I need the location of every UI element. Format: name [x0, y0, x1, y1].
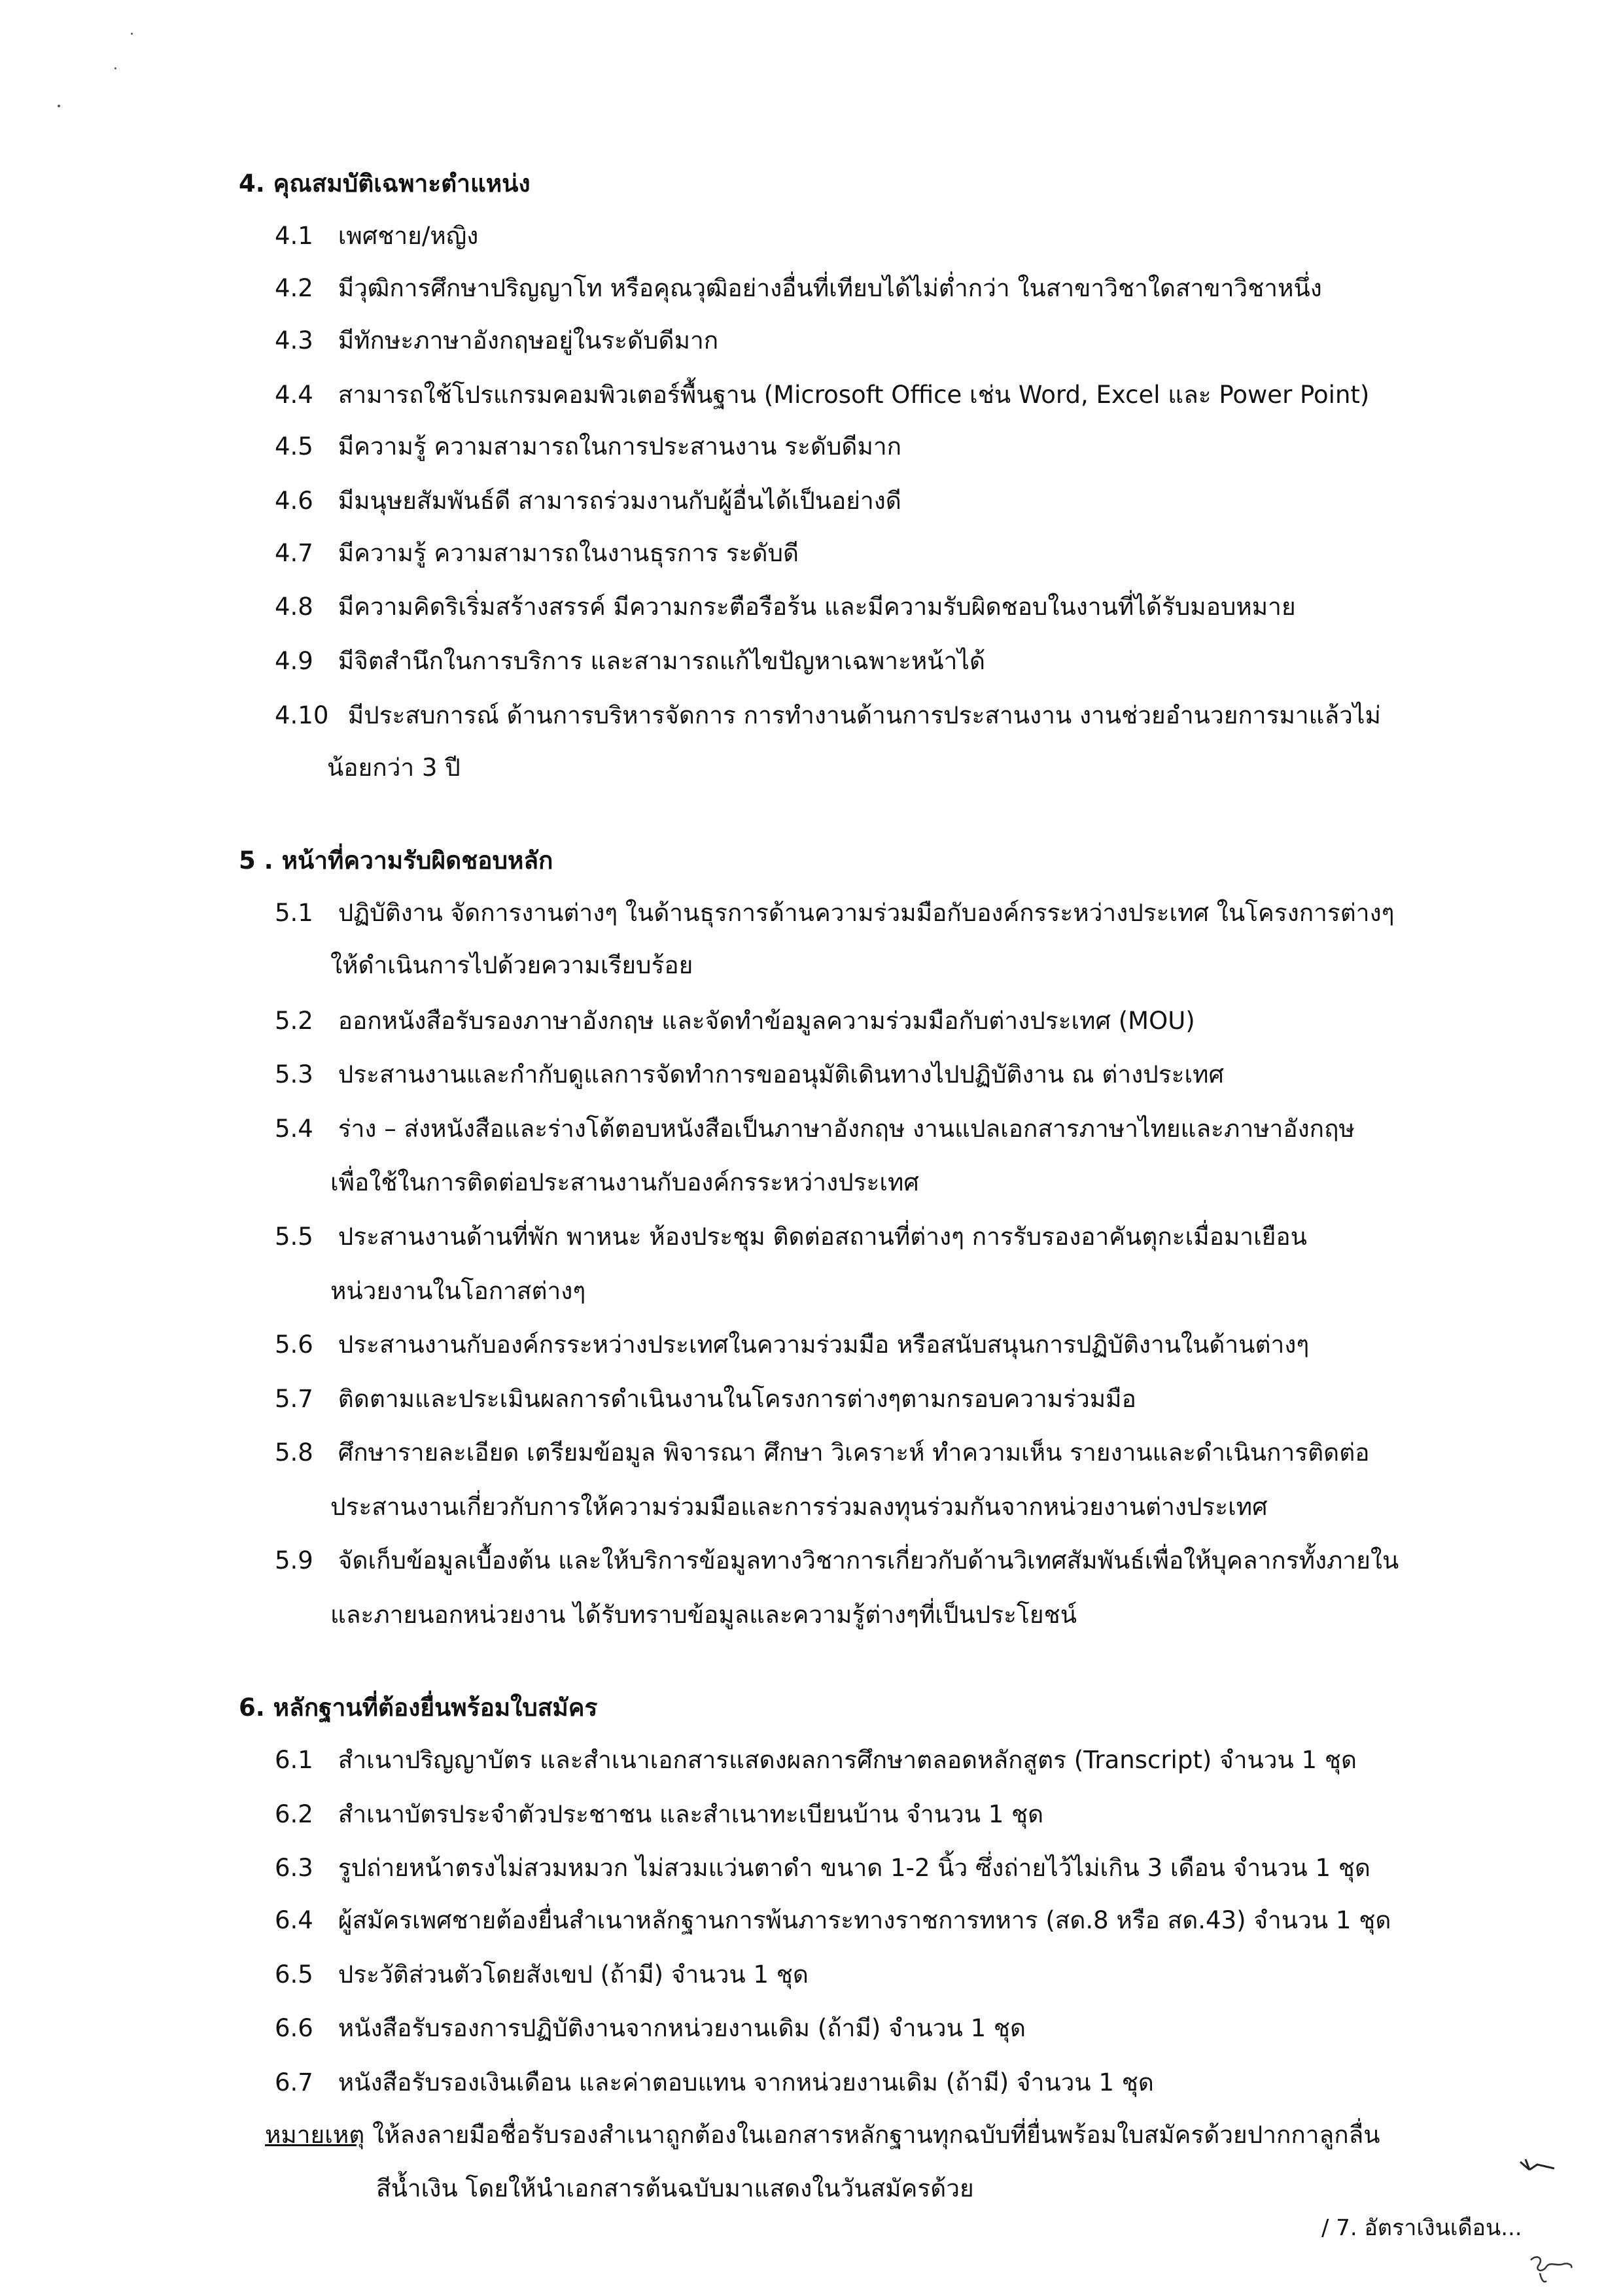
note-label: หมายเหตุ	[265, 2121, 365, 2149]
item-number: 6.1	[275, 1746, 313, 1774]
item-text: ร่าง – ส่งหนังสือและร่างโต้ตอบหนังสือเป็นภาษาอังกฤษ งานแปลเอกสารภาษาไทยและภาษาอังกฤษ	[338, 1115, 1355, 1143]
item-number: 4.10	[275, 701, 329, 729]
note	[265, 2118, 1380, 2152]
item-4-1	[275, 219, 478, 253]
scan-speck	[114, 67, 116, 69]
item-6-2	[275, 1798, 1043, 1832]
item-text: สำเนาปริญญาบัตร และสำเนาเอกสารแสดงผลการศึกษาตลอดหลักสูตร (Transcript) จำนวน 1 ชุด	[338, 1746, 1357, 1774]
item-number: 5.3	[275, 1060, 313, 1088]
item-number: 6.3	[275, 1854, 313, 1882]
item-5-5-cont: หน่วยงานในโอกาสต่างๆ	[330, 1277, 586, 1305]
item-4-8	[275, 590, 1296, 624]
item-5-4	[275, 1112, 1355, 1146]
item-number: 6.2	[275, 1800, 313, 1828]
item-4-7	[275, 536, 799, 570]
item-text: มีความรู้ ความสามารถในงานธุรการ ระดับดี	[338, 539, 799, 567]
item-5-8	[275, 1436, 1369, 1470]
item-4-5	[275, 430, 901, 464]
item-number: 4.5	[275, 432, 313, 461]
item-5-9-cont: และภายนอกหน่วยงาน ได้รับทราบข้อมูลและความรู้ต่างๆที่เป็นประโยชน์	[330, 1601, 1077, 1629]
handwritten-initial-icon	[1518, 2155, 1557, 2175]
item-5-7	[275, 1382, 1136, 1416]
item-number: 5.9	[275, 1546, 313, 1574]
item-number: 6.4	[275, 1906, 313, 1934]
item-number: 4.2	[275, 274, 313, 302]
item-4-4	[275, 378, 1369, 412]
item-number: 4.4	[275, 381, 313, 409]
item-text: ศึกษารายละเอียด เตรียมข้อมูล พิจารณา ศึกษา วิเคราะห์ ทำความเห็น รายงานและดำเนินการติดต่อ	[338, 1438, 1370, 1467]
item-text: รูปถ่ายหน้าตรงไม่สวมหมวก ไม่สวมแว่นตาดำ ขนาด 1-2 นิ้ว ซึ่งถ่ายไว้ไม่เกิน 3 เดือน จำนวน 1 ชุด	[338, 1854, 1370, 1882]
handwritten-signature-icon	[1524, 2247, 1577, 2286]
item-4-6	[275, 484, 901, 518]
item-4-2	[275, 271, 1322, 305]
note-text: ให้ลงลายมือชื่อรับรองสำเนาถูกต้องในเอกสารหลักฐานทุกฉบับที่ยื่นพร้อมใบสมัครด้วยปากกาลูกลื่น	[372, 2121, 1380, 2149]
item-text: เพศชาย/หญิง	[338, 222, 479, 250]
item-text: ประสานงานกับองค์กรระหว่างประเทศในความร่วมมือ หรือสนับสนุนการปฏิบัติงานในด้านต่างๆ	[338, 1331, 1310, 1359]
item-6-3	[275, 1851, 1370, 1885]
item-text: มีมนุษยสัมพันธ์ดี สามารถร่วมงานกับผู้อื่นได้เป็นอย่างดี	[338, 487, 901, 515]
section-6-heading: 6. หลักฐานที่ต้องยื่นพร้อมใบสมัคร	[239, 1694, 598, 1722]
section-4-heading: 4. คุณสมบัติเฉพาะตำแหน่ง	[239, 169, 531, 198]
item-number: 5.1	[275, 899, 313, 927]
item-text: ประสานงานและกำกับดูแลการจัดทำการขออนุมัติเดินทางไปปฏิบัติงาน ณ ต่างประเทศ	[338, 1060, 1224, 1088]
section-5-heading: 5 . หน้าที่ความรับผิดชอบหลัก	[239, 846, 553, 875]
item-text: ออกหนังสือรับรองภาษาอังกฤษ และจัดทำข้อมูลความร่วมมือกับต่างประเทศ (MOU)	[338, 1007, 1195, 1035]
item-number: 5.5	[275, 1223, 313, 1251]
item-text: มีวุฒิการศึกษาปริญญาโท หรือคุณวุฒิอย่างอื่นที่เทียบได้ไม่ต่ำกว่า ในสาขาวิชาใดสาขาวิชาหนึ่ง	[338, 274, 1322, 302]
item-number: 6.7	[275, 2068, 313, 2096]
item-text: ติดตามและประเมินผลการดำเนินงานในโครงการต่างๆตามกรอบความร่วมมือ	[338, 1385, 1136, 1413]
item-5-1	[275, 896, 1395, 930]
item-5-1-cont: ให้ดำเนินการไปด้วยความเรียบร้อย	[330, 951, 693, 979]
scan-speck	[58, 105, 60, 107]
item-6-1	[275, 1743, 1357, 1777]
item-number: 4.1	[275, 222, 313, 250]
item-text: สามารถใช้โปรแกรมคอมพิวเตอร์พื้นฐาน (Microsoft Office เช่น Word, Excel และ Power Point)	[338, 381, 1370, 409]
item-4-9	[275, 644, 985, 678]
item-text: มีประสบการณ์ ด้านการบริหารจัดการ การทำงานด้านการประสานงาน งานช่วยอำนวยการมาแล้วไม่	[347, 701, 1381, 729]
scan-speck	[131, 33, 133, 35]
item-text: สำเนาบัตรประจำตัวประชาชน และสำเนาทะเบียนบ้าน จำนวน 1 ชุด	[338, 1800, 1044, 1828]
item-text: ประสานงานด้านที่พัก พาหนะ ห้องประชุม ติดต่อสถานที่ต่างๆ การรับรองอาคันตุกะเมื่อมาเยือน	[338, 1223, 1307, 1251]
item-text: มีทักษะภาษาอังกฤษอยู่ในระดับดีมาก	[338, 326, 719, 355]
item-number: 6.6	[275, 2014, 313, 2042]
next-page-marker: / 7. อัตราเงินเดือน...	[1321, 2215, 1522, 2241]
item-number: 5.8	[275, 1438, 313, 1467]
item-6-6	[275, 2011, 1026, 2045]
item-4-3	[275, 324, 718, 358]
item-text: ผู้สมัครเพศชายต้องยื่นสำเนาหลักฐานการพ้นภาระทางราชการทหาร (สด.8 หรือ สด.43) จำนวน 1 ชุด	[338, 1906, 1391, 1934]
item-text: มีจิตสำนึกในการบริการ และสามารถแก้ไขปัญหาเฉพาะหน้าได้	[338, 647, 986, 675]
item-5-6	[275, 1328, 1309, 1362]
item-6-7	[275, 2066, 1154, 2100]
item-5-2	[275, 1004, 1195, 1038]
item-text: ปฏิบัติงาน จัดการงานต่างๆ ในด้านธุรการด้านความร่วมมือกับองค์กรระหว่างประเทศ ในโครงการต่างๆ	[338, 899, 1395, 927]
item-5-4-cont: เพื่อใช้ในการติดต่อประสานงานกับองค์กรระหว่างประเทศ	[330, 1168, 919, 1196]
item-text: ประวัติส่วนตัวโดยสังเขป (ถ้ามี) จำนวน 1 ชุด	[338, 1960, 809, 1989]
item-4-10	[275, 699, 1381, 733]
item-number: 4.9	[275, 647, 313, 675]
item-5-8-cont: ประสานงานเกี่ยวกับการให้ความร่วมมือและการร่วมลงทุนร่วมกันจากหน่วยงานต่างประเทศ	[330, 1493, 1268, 1521]
item-5-9	[275, 1544, 1399, 1578]
item-number: 5.4	[275, 1115, 313, 1143]
item-number: 5.7	[275, 1385, 313, 1413]
note-cont: สีน้ำเงิน โดยให้นำเอกสารต้นฉบับมาแสดงในวันสมัครด้วย	[376, 2174, 974, 2202]
item-number: 4.3	[275, 326, 313, 355]
item-4-10-cont: น้อยกว่า 3 ปี	[327, 754, 461, 782]
item-number: 4.7	[275, 539, 313, 567]
item-6-5	[275, 1958, 809, 1992]
item-text: หนังสือรับรองการปฏิบัติงานจากหน่วยงานเดิม (ถ้ามี) จำนวน 1 ชุด	[338, 2014, 1026, 2042]
item-text: มีความคิดริเริ่มสร้างสรรค์ มีความกระตือรือร้น และมีความรับผิดชอบในงานที่ได้รับมอบหมาย	[338, 593, 1296, 621]
item-text: หนังสือรับรองเงินเดือน และค่าตอบแทน จากหน่วยงานเดิม (ถ้ามี) จำนวน 1 ชุด	[338, 2068, 1154, 2096]
item-5-3	[275, 1058, 1224, 1092]
item-number: 5.6	[275, 1331, 313, 1359]
item-text: จัดเก็บข้อมูลเบื้องต้น และให้บริการข้อมูลทางวิชาการเกี่ยวกับด้านวิเทศสัมพันธ์เพื่อให้บุคลากรทั้งภายใน	[338, 1546, 1399, 1574]
item-number: 4.8	[275, 593, 313, 621]
item-6-4	[275, 1904, 1391, 1938]
item-number: 5.2	[275, 1007, 313, 1035]
item-5-5	[275, 1220, 1307, 1254]
item-number: 4.6	[275, 487, 313, 515]
item-text: มีความรู้ ความสามารถในการประสานงาน ระดับดีมาก	[338, 432, 902, 461]
item-number: 6.5	[275, 1960, 313, 1989]
